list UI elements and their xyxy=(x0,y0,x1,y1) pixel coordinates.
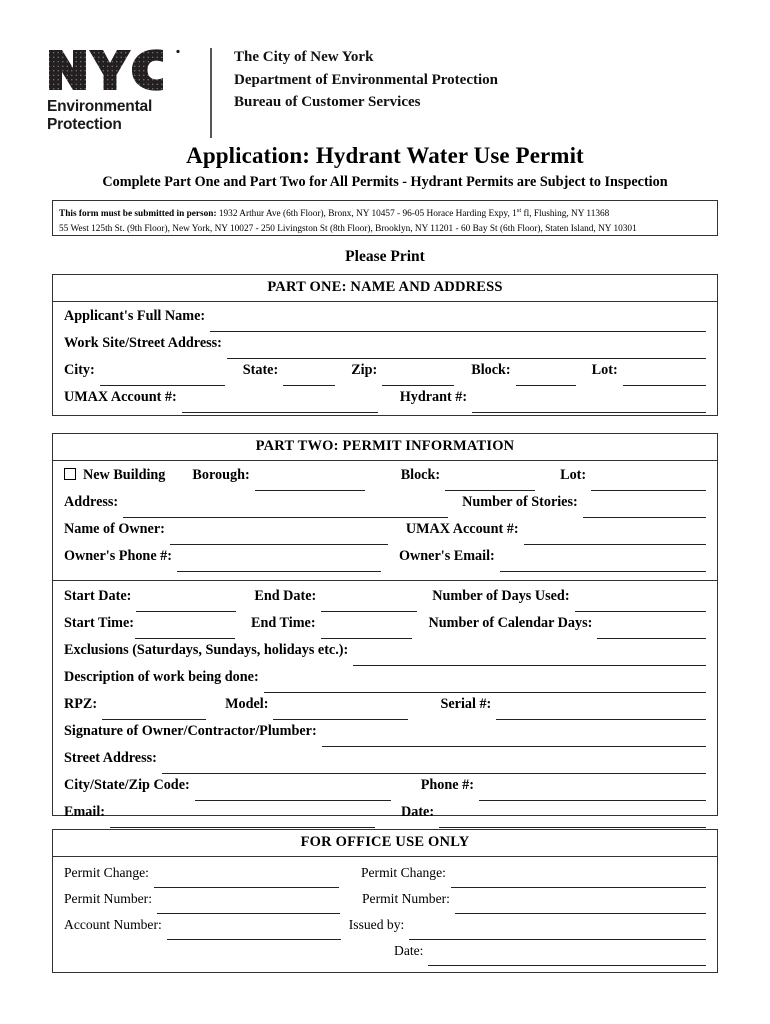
account-number-issued-by-row xyxy=(64,917,706,943)
office-date-label: Date: xyxy=(394,943,424,958)
submission-ordinal-suffix: st xyxy=(516,207,522,214)
zip-field[interactable] xyxy=(382,371,454,386)
signature-date-label: Date: xyxy=(400,804,435,820)
part-two-block-field[interactable] xyxy=(445,476,535,491)
umax-account-field[interactable] xyxy=(182,398,378,413)
exclusions-row xyxy=(64,642,706,669)
street-address-label: Street Address: xyxy=(64,750,157,766)
city-state-zip-block-lot-row xyxy=(64,362,706,389)
submission-address-bronx-queens: 1932 Arthur Ave (6th Floor), Bronx, NY 10457 - 96-05 Horace Harding Expy, 1 xyxy=(218,209,517,220)
issued-by-field[interactable] xyxy=(409,925,706,940)
account-number-label: Account Number: xyxy=(64,917,162,932)
part-two-box xyxy=(52,433,718,820)
submission-lead-label: This form must be submitted in person: xyxy=(59,209,217,220)
part-one-body xyxy=(53,302,717,422)
exclusions-label: Exclusions (Saturdays, Sundays, holidays etc.): xyxy=(64,642,349,658)
city-label: City: xyxy=(64,362,95,378)
permit-number-right-field[interactable] xyxy=(455,899,706,914)
end-date-field[interactable] xyxy=(321,597,417,612)
number-of-stories-label: Number of Stories: xyxy=(462,494,578,510)
submission-locations-box xyxy=(52,200,718,236)
submission-line-1 xyxy=(59,204,711,222)
page-header xyxy=(47,44,723,144)
start-end-date-row xyxy=(64,588,706,615)
new-building-row xyxy=(64,467,706,494)
owner-email-field[interactable] xyxy=(500,557,706,572)
applicant-name-row xyxy=(64,308,706,335)
part-one-title: PART ONE: NAME AND ADDRESS xyxy=(53,275,717,302)
owner-phone-email-row xyxy=(64,548,706,575)
part-two-permit-section xyxy=(53,461,717,580)
submission-line-2: 55 West 125th St. (9th Floor), New York, NY 10027 - 250 Livingston St (8th Floor), Brooklyn, NY 11201 - 60 Bay St (6th Floor), Staten Island, NY 10301 xyxy=(59,223,637,234)
agency-department-line: Department of Environmental Protection xyxy=(234,71,498,88)
days-used-label: Number of Days Used: xyxy=(432,588,570,604)
part-two-schedule-section xyxy=(53,581,717,837)
part-two-title: PART TWO: PERMIT INFORMATION xyxy=(53,434,717,461)
start-time-label: Start Time: xyxy=(64,615,135,631)
issued-by-label: Issued by: xyxy=(348,917,405,932)
start-date-label: Start Date: xyxy=(64,588,132,604)
end-time-label: End Time: xyxy=(251,615,316,631)
work-site-address-row xyxy=(64,335,706,362)
work-description-label: Description of work being done: xyxy=(64,669,259,685)
permit-change-left-field[interactable] xyxy=(154,873,339,888)
account-number-field[interactable] xyxy=(167,925,341,940)
header-vertical-divider xyxy=(210,48,212,138)
part-two-address-field[interactable] xyxy=(123,503,448,518)
calendar-days-label: Number of Calendar Days: xyxy=(428,615,593,631)
applicant-name-label: Applicant's Full Name: xyxy=(64,308,206,324)
owner-email-label: Owner's Email: xyxy=(398,548,495,564)
permit-number-left-label: Permit Number: xyxy=(64,891,152,906)
signature-row xyxy=(64,723,706,750)
contractor-email-label: Email: xyxy=(64,804,105,820)
work-description-field[interactable] xyxy=(264,678,706,693)
part-one-box xyxy=(52,274,718,416)
nyc-dep-logo xyxy=(47,44,197,134)
office-date-field[interactable] xyxy=(428,951,706,966)
rpz-field[interactable] xyxy=(102,705,206,720)
address-stories-row xyxy=(64,494,706,521)
permit-number-right-label: Permit Number: xyxy=(361,891,450,906)
part-two-umax-label: UMAX Account #: xyxy=(405,521,519,537)
part-two-lot-field[interactable] xyxy=(591,476,706,491)
block-field[interactable] xyxy=(516,371,576,386)
model-label: Model: xyxy=(225,696,269,712)
owner-name-field[interactable] xyxy=(170,530,388,545)
zip-label: Zip: xyxy=(351,362,378,378)
agency-bureau-line: Bureau of Customer Services xyxy=(234,94,421,110)
state-label: State: xyxy=(242,362,279,378)
start-time-field[interactable] xyxy=(135,624,235,639)
model-field[interactable] xyxy=(273,705,408,720)
lot-label: Lot: xyxy=(591,362,618,378)
signature-label: Signature of Owner/Contractor/Plumber: xyxy=(64,723,317,739)
start-end-time-row xyxy=(64,615,706,642)
days-used-field[interactable] xyxy=(575,597,706,612)
city-field[interactable] xyxy=(100,371,225,386)
part-two-umax-field[interactable] xyxy=(524,530,706,545)
please-print-instruction: Please Print xyxy=(345,248,425,265)
contractor-email-field[interactable] xyxy=(110,813,375,828)
permit-number-left-field[interactable] xyxy=(157,899,340,914)
rpz-model-serial-row xyxy=(64,696,706,723)
contractor-phone-label: Phone #: xyxy=(420,777,474,793)
page-subtitle: Complete Part One and Part Two for All Permits - Hydrant Permits are Subject to Inspection xyxy=(102,174,668,190)
serial-number-field[interactable] xyxy=(496,705,706,720)
state-field[interactable] xyxy=(283,371,335,386)
work-description-row xyxy=(64,669,706,696)
agency-city-line: The City of New York xyxy=(234,49,374,65)
block-label: Block: xyxy=(471,362,511,378)
part-two-block-label: Block: xyxy=(400,467,441,483)
city-state-zip-field[interactable] xyxy=(195,786,391,801)
office-date-row xyxy=(64,943,706,969)
signature-date-field[interactable] xyxy=(439,813,706,828)
hydrant-number-field[interactable] xyxy=(472,398,706,413)
serial-number-label: Serial #: xyxy=(440,696,492,712)
email-date-row xyxy=(64,804,706,831)
permit-change-right-field[interactable] xyxy=(451,873,706,888)
work-site-address-field[interactable] xyxy=(227,344,706,359)
applicant-name-field[interactable] xyxy=(210,317,706,332)
submission-address-flushing-tail: fl, Flushing, NY 11368 xyxy=(521,209,610,220)
borough-field[interactable] xyxy=(255,476,365,491)
umax-hydrant-row xyxy=(64,389,706,416)
owner-name-umax-row xyxy=(64,521,706,548)
start-date-field[interactable] xyxy=(136,597,236,612)
new-building-label: New Building xyxy=(83,467,166,483)
owner-name-label: Name of Owner: xyxy=(64,521,165,537)
number-of-stories-field[interactable] xyxy=(583,503,706,518)
logo-line-environmental: Environmental xyxy=(47,98,153,115)
permit-change-left-label: Permit Change: xyxy=(64,865,149,880)
street-address-field[interactable] xyxy=(162,759,706,774)
city-state-zip-label: City/State/Zip Code: xyxy=(64,777,190,793)
umax-account-label: UMAX Account #: xyxy=(64,389,177,405)
calendar-days-field[interactable] xyxy=(597,624,706,639)
office-use-box xyxy=(52,829,718,973)
borough-label: Borough: xyxy=(192,467,250,483)
part-two-lot-label: Lot: xyxy=(560,467,587,483)
hydrant-number-label: Hydrant #: xyxy=(399,389,468,405)
page-title: Application: Hydrant Water Use Permit xyxy=(186,143,584,168)
permit-change-right-label: Permit Change: xyxy=(360,865,446,880)
office-use-body xyxy=(53,857,717,975)
part-two-address-label: Address: xyxy=(64,494,119,510)
contractor-phone-field[interactable] xyxy=(479,786,706,801)
permit-change-row xyxy=(64,865,706,891)
new-building-checkbox[interactable] xyxy=(64,468,76,480)
lot-field[interactable] xyxy=(623,371,706,386)
owner-phone-label: Owner's Phone #: xyxy=(64,548,172,564)
end-time-field[interactable] xyxy=(321,624,412,639)
work-site-address-label: Work Site/Street Address: xyxy=(64,335,222,351)
signature-field[interactable] xyxy=(322,732,706,747)
permit-number-row xyxy=(64,891,706,917)
logo-subtitle xyxy=(47,98,197,134)
nyc-wordmark-icon xyxy=(47,46,183,94)
exclusions-field[interactable] xyxy=(353,651,706,666)
owner-phone-field[interactable] xyxy=(177,557,381,572)
agency-name-block xyxy=(234,44,723,114)
street-address-row xyxy=(64,750,706,777)
logo-line-protection: Protection xyxy=(47,116,122,133)
end-date-label: End Date: xyxy=(254,588,317,604)
office-use-title: FOR OFFICE USE ONLY xyxy=(53,830,717,857)
rpz-label: RPZ: xyxy=(64,696,98,712)
city-state-zip-phone-row xyxy=(64,777,706,804)
